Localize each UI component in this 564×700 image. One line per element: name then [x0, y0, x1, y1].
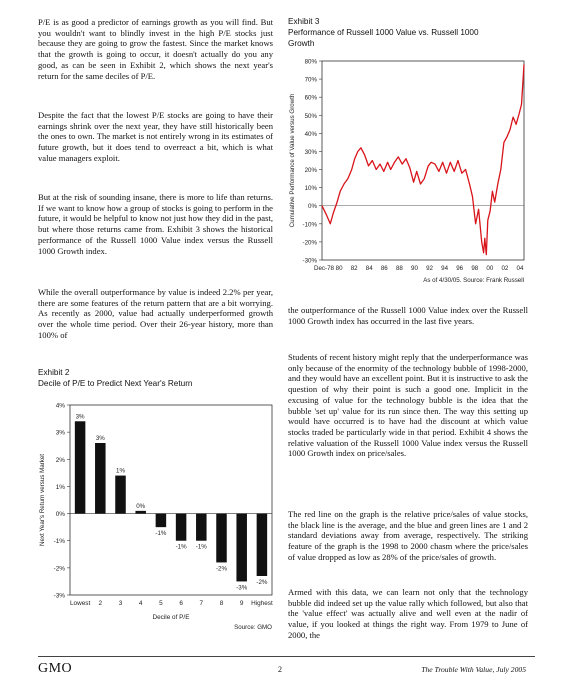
- exhibit2-data-label: 0%: [136, 502, 146, 510]
- exhibit2-x-tick-label: 7: [199, 600, 204, 607]
- footer-logo: GMO: [38, 661, 73, 676]
- exhibit2-data-label: 3%: [95, 435, 105, 442]
- left-paragraph-2: Despite the fact that the lowest P/E stocks are going to have their earnings shrink over the next year, they have still historically been the ones to own. The market is not entirely wrong in its estimates of future growth, but it does tend to overreact a bit, which is what value managers exploit.: [38, 110, 273, 163]
- right-paragraph-1: the outperformance of the Russell 1000 Value index over the Russell 1000 Growth index has occurred in the last five years.: [288, 305, 528, 326]
- exhibit3-line-chart: [284, 55, 540, 295]
- exhibit2-x-tick-label: 3: [118, 600, 123, 607]
- exhibit2-x-tick-label: 8: [219, 600, 224, 607]
- exhibit2-bar: [115, 476, 126, 514]
- exhibit3-series-line: [322, 65, 524, 255]
- exhibit3-x-tick-label: 04: [516, 265, 524, 272]
- exhibit3-y-tick-label: 30%: [304, 148, 317, 156]
- exhibit2-y-tick-label: 4%: [55, 402, 65, 410]
- exhibit3-y-tick-label: 0%: [308, 203, 317, 211]
- exhibit3-x-tick-label: 96: [456, 265, 464, 272]
- exhibit2-y-tick-label: -3%: [53, 592, 65, 600]
- exhibit3-y-tick-label: -30%: [302, 257, 317, 265]
- exhibit3-x-tick-label: Dec-78: [314, 265, 334, 272]
- exhibit3-x-tick-label: 90: [411, 265, 418, 272]
- left-paragraph-3: But at the risk of sounding insane, there is more to life than returns. If we want to know how a group of stocks is going to perform in the future, it would be helpful to know not just how they did in the past, but where those returns came from. Exhibit 3 shows the historical performance of the Russell 1000 Value index versus the Russell 1000 Growth index.: [38, 192, 273, 256]
- exhibit3-label: Exhibit 3: [288, 17, 320, 26]
- footer-page-number: 2: [278, 665, 282, 674]
- exhibit2-data-label: -1%: [155, 530, 167, 538]
- exhibit2-data-label: -3%: [236, 584, 248, 592]
- exhibit3-x-tick-label: 02: [501, 265, 509, 272]
- exhibit2-data-label: -2%: [256, 579, 268, 586]
- exhibit2-data-label: -1%: [175, 543, 187, 551]
- footer-rule: [38, 656, 535, 657]
- exhibit2-x-axis-label: Decile of P/E: [152, 614, 190, 621]
- exhibit3-y-tick-label: 10%: [304, 185, 317, 193]
- exhibit3-y-tick-label: -20%: [302, 239, 317, 247]
- exhibit2-data-label: -2%: [215, 565, 228, 573]
- exhibit2-data-label: 1%: [116, 467, 125, 475]
- exhibit3-x-tick-label: 82: [350, 265, 358, 272]
- exhibit2-y-tick-label: 1%: [55, 483, 65, 491]
- exhibit2-bar: [156, 514, 167, 528]
- exhibit2-x-tick-label: 9: [239, 600, 244, 607]
- exhibit3-y-tick-label: 60%: [304, 94, 317, 102]
- exhibit2-bar: [135, 511, 146, 514]
- exhibit2-bar: [196, 514, 207, 541]
- exhibit2-bar-chart: [34, 395, 280, 645]
- right-paragraph-4: Armed with this data, we can learn not only that the technology bubble did indeed set up the value rally which followed, but also that the 'value effect' was actually alive and well even at the nadir of value, if you looked at things the right way. From 1979 to June of 2000, the: [288, 587, 528, 640]
- exhibit2-y-axis-label: Next Year's Return versus Market: [39, 454, 46, 546]
- exhibit3-y-tick-label: -10%: [302, 221, 317, 229]
- left-paragraph-1: P/E is as good a predictor of earnings growth as you will find. But you wouldn't want to blindly invest in the high P/E stocks just because they are going to grow the fastest. Since the market knows that the growth is going to occur, it doesn't actually do you any good, as can be seen in Exhibit 2, which shows the next year's return for the same deciles of P/E.: [38, 17, 273, 81]
- exhibit2-bar: [176, 514, 187, 541]
- exhibit2-y-tick-label: -1%: [53, 538, 65, 546]
- exhibit2-y-tick-label: -2%: [53, 565, 65, 573]
- exhibit3-y-tick-label: 20%: [304, 167, 317, 175]
- exhibit2-x-tick-label: 6: [179, 600, 183, 607]
- exhibit3-x-tick-label: 84: [365, 265, 373, 272]
- exhibit2-data-label: 3%: [75, 413, 85, 421]
- exhibit2-x-tick-label: Lowest: [69, 600, 91, 607]
- exhibit3-y-axis-label: Cumulative Performance of Value versus Growth: [289, 93, 296, 228]
- exhibit2-x-tick-label: 4: [138, 600, 143, 607]
- exhibit3-x-tick-label: 88: [395, 265, 403, 272]
- exhibit2-y-tick-label: 2%: [55, 456, 65, 464]
- exhibit3-x-tick-label: 86: [380, 265, 388, 272]
- exhibit2-bar: [257, 514, 268, 576]
- exhibit2-bar: [236, 514, 247, 582]
- exhibit3-x-tick-label: 98: [471, 265, 479, 272]
- exhibit3-y-tick-label: 50%: [304, 112, 317, 120]
- right-paragraph-2: Students of recent history might reply that the underperformance was only because of the enormity of the technology bubble of 1998-2000, and they would have an excellent point. But it is instructive to ask the question of why their point is such a good one. Implicit in the excusing of value for the technology bubble is the idea that the bubble 'set up' value for its run since then. The way this setting up would have occurred is to have had the discount at which value stocks traded be particularly wide in that period. Exhibit 4 shows the relative valuation of the Russell 1000 Value index versus the Russell 1000 Growth index on price/sales.: [288, 352, 528, 459]
- exhibit3-y-tick-label: 70%: [304, 76, 317, 84]
- exhibit3-x-tick-label: 94: [441, 265, 449, 272]
- exhibit3-x-tick-label: 92: [426, 265, 433, 272]
- exhibit2-title: Decile of P/E to Predict Next Year's Return: [38, 379, 193, 388]
- left-paragraph-4: While the overall outperformance by value is indeed 2.2% per year, there are some features of the return pattern that are a bit worrying. As recently as 2000, value had actually underperformed growth over the whole time period. Over their 26-year history, more than 100% of: [38, 287, 273, 340]
- exhibit3-x-tick-label: 00: [486, 265, 494, 272]
- exhibit2-y-tick-label: 0%: [55, 511, 65, 519]
- exhibit3-y-tick-label: 80%: [304, 58, 317, 66]
- exhibit3-y-tick-label: 40%: [304, 130, 317, 138]
- exhibit2-bar: [95, 443, 106, 514]
- exhibit3-x-tick-label: 80: [335, 265, 343, 272]
- exhibit2-x-tick-label: 5: [159, 600, 163, 607]
- exhibit2-x-tick-label: Highest: [251, 600, 273, 607]
- footer-doc-title: The Trouble With Value, July 2005: [421, 665, 526, 674]
- exhibit2-y-tick-label: 3%: [55, 429, 65, 437]
- exhibit2-source: Source: GMO: [234, 624, 272, 631]
- exhibit3-source: As of 4/30/05. Source: Frank Russell: [423, 277, 524, 284]
- exhibit3-plot-frame: [322, 61, 524, 260]
- right-paragraph-3: The red line on the graph is the relative price/sales of value stocks, the black line is the average, and the blue and green lines are 1 and 2 standard deviations away from average, respectively. The striking feature of the graph is the 1998 to 2000 chasm where the price/sales of value dropped as low as 28% of the price/sales of growth.: [288, 509, 528, 562]
- exhibit2-x-tick-label: 2: [98, 600, 103, 607]
- exhibit2-data-label: -1%: [195, 543, 207, 551]
- exhibit3-title: Performance of Russell 1000 Value vs. Russell 1000 Growth: [288, 28, 479, 48]
- exhibit2-bar: [216, 514, 227, 563]
- exhibit2-bar: [75, 421, 86, 513]
- exhibit2-label: Exhibit 2: [38, 368, 70, 377]
